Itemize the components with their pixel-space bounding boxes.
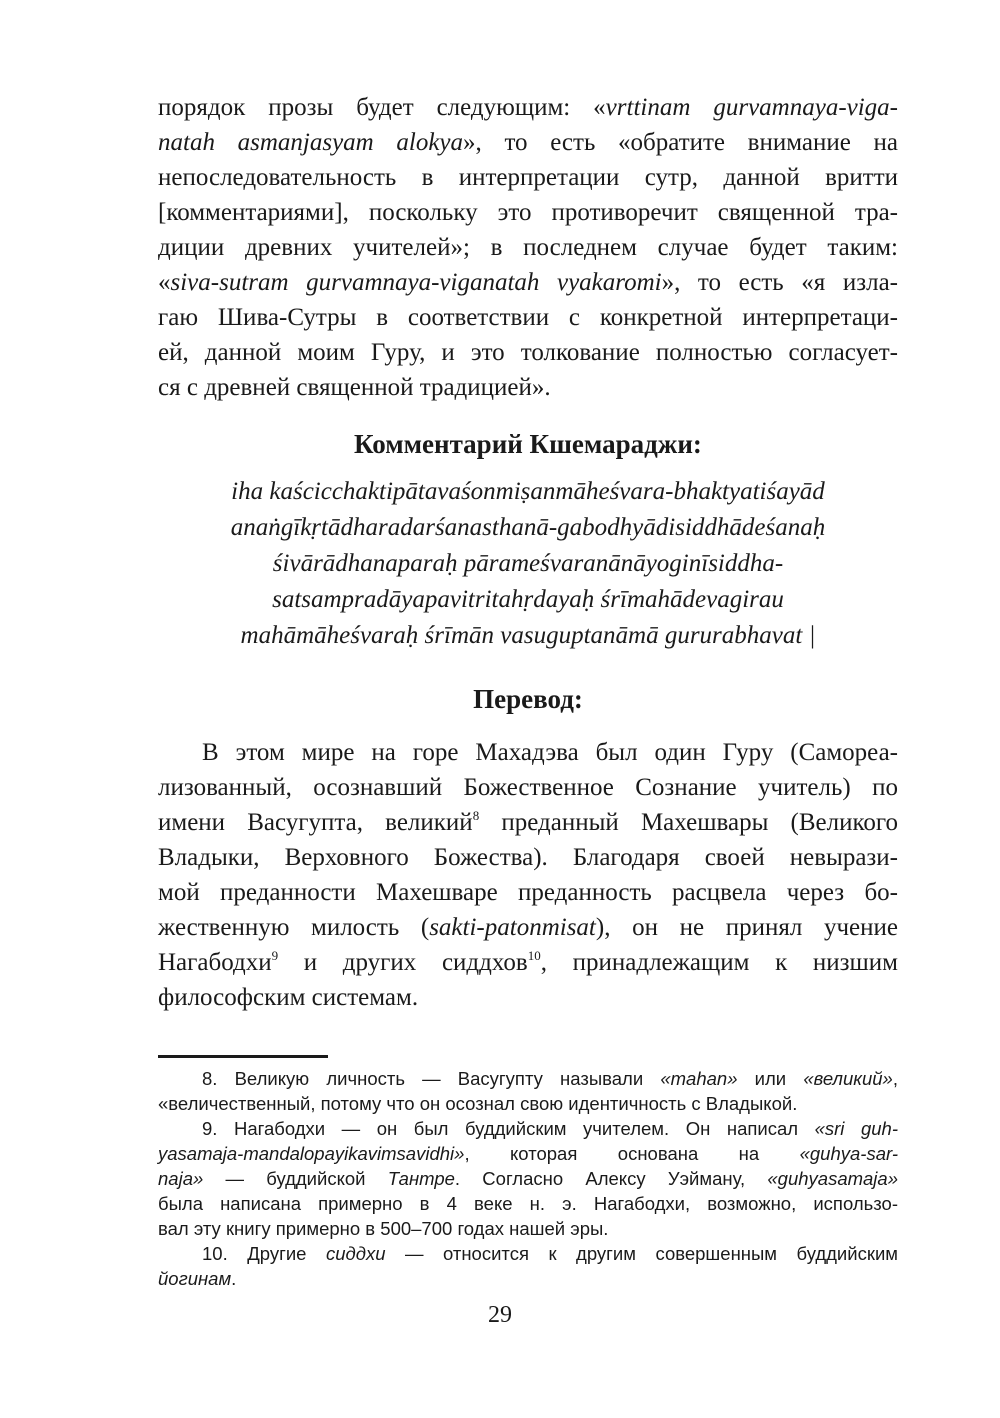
verse-line: satsampradāyapavitritahṛdayaḥ śrīmahādevagirau	[272, 586, 784, 613]
footnote-divider	[158, 1055, 328, 1058]
verse-line: iha kaścicchaktipātavaśonmiṣanmāheśvara-bhaktyatiśayād	[231, 478, 825, 505]
footnote-8: 8. Великую личность — Васугупту называли «mahan» или «великий», «величественный, потому что он осознал свою идентичность с Владыкой.	[158, 1068, 898, 1114]
footnotes	[158, 1066, 898, 1291]
footnote-ref-8: 8	[472, 808, 480, 823]
commentary-heading: Комментарий Кшемараджи:	[354, 429, 702, 459]
paragraph-translation: В этом мире на горе Махадэва был один Гуру (Самореа- лизованный, осознавший Божественное Сознание учитель) по имени Васугупта, великий$^8$ преданный Махешвары (Великого Владыки, Верховного Божества). Благодаря своей невырази- мой преданности Махешваре преданность расцвела через бо- жественную милость (sakti-patonmisat), он не принял учение Нагабодхи$^9$ и других сиддхов$^{10}$, принадлежащим к низшим философским системам.	[158, 739, 899, 1011]
footnote-ref-9: 9	[271, 948, 279, 963]
translation-heading: Перевод:	[473, 684, 583, 714]
verse-line: mahāmāheśvaraḥ śrīmān vasuguptanāmā gururabhavat |	[240, 622, 816, 649]
sanskrit-verse	[158, 474, 898, 654]
verse-line: śivārādhanaparaḥ pārameśvaranānāyoginīsiddha-	[272, 550, 784, 577]
footnote-ref-10: 10	[527, 948, 541, 963]
footnote-9: 9. Нагабодхи — он был буддийским учителем. Он написал «sri guh- yasamaja-mandalopayikavimsavidhi», которая основана на «guhya-sar- naja» — буддийской Тантре. Согласно Алексу Уэйману, «guhyasamaja» была написана примерно в 4 веке н. э. Нагабодхи, возможно, использо- вал эту книгу примерно в 500–700 годах нашей эры.	[158, 1118, 898, 1239]
page-number: 29	[488, 1302, 512, 1328]
page-content	[158, 90, 898, 1015]
footnote-10: 10. Другие сиддхи — относится к другим совершенным буддийским йогинам.	[158, 1243, 898, 1289]
paragraph-intro: порядок прозы будет следующим: «vrttinam gurvamnaya-viga- natah asmanjasyam alokya», то есть «обратите внимание на непоследовательность в интерпретации сутр, данной вритти [комментариями], поскольку это противоречит священной тра- диции древних учителей»; в последнем случае будет таким: «siva-sutram gurvamnaya-viganatah vyakaromi», то есть «я изла- гаю Шива-Сутры в соответствии с конкретной интерпретаци- ей, данной моим Гуру, и это толкование полностью согласует- ся с древней священной традицией».	[158, 94, 899, 401]
verse-line: anaṅgīkṛtādharadarśanasthanā-gabodhyādisiddhādeśanaḥ	[230, 514, 826, 541]
